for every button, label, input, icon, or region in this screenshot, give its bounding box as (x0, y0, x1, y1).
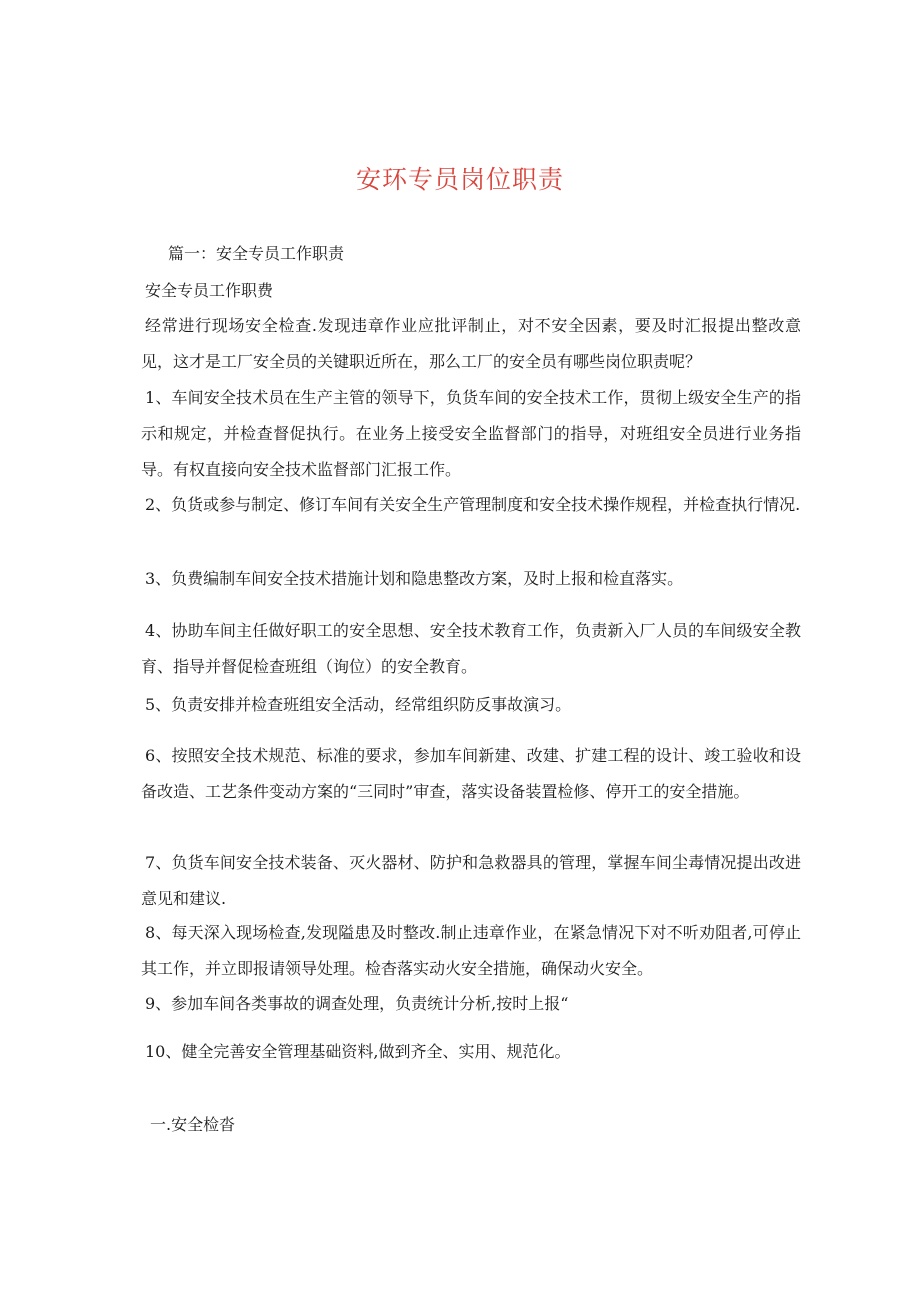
duty-item-9: 9、参加车间各类事故的调查处理，负责统计分析,按时上报“ (145, 994, 569, 1013)
duty-item-6: 6、按照安全技术规范、标准的要求，参加车间新建、改建、扩建工程的设计、竣工验收和设备改造、工艺条件变动方案的“三同时”审查，落实设备装置检修、停开工的安全措施。 (141, 746, 801, 801)
sub-heading: 安全专员工作职费 (145, 281, 274, 300)
section-heading: 篇一：安全专员工作职责 (168, 244, 345, 263)
duty-item-1: 1、车间安全技术员在生产主管的领导下，负货车间的安全技术工作，贯彻上级安全生产的指示和规定，并检查督促执行。在业务上接受安全监督部门的指导，对班组安全员进行业务指导。有权直接向安全技术监督部门汇报工作。 (141, 388, 801, 479)
document-title: 安环专员岗位职责 (355, 165, 564, 194)
intro-paragraph: 经常进行现场安全检查.发现违章作业应批评制止，对不安全因素，要及时汇报提出整改意见，这才是工厂安全员的关键职近所在，那么工厂的安全员有哪些岗位职责呢？ (141, 316, 801, 371)
duty-item-4: 4、协助车间主任做好职工的安全思想、安全技术教育工作，负责新入厂人员的车间级安全教育、指导并督促检查班组（询位）的安全教育。 (141, 621, 801, 676)
duty-item-7: 7、负货车间安全技术装备、灭火器材、防护和急救器具的管理，掌握车间尘毒情况提出改进意见和建议. (141, 853, 801, 908)
duty-item-10: 10、健全完善安全管理基础资料,做到齐全、实用、规范化。 (145, 1042, 571, 1061)
footer-heading: 一.安全检沓 (150, 1115, 236, 1134)
duty-item-2: 2、负货或参与制定、修订车间有关安全生产管理制度和安全技术操作规程，并检查执行情况. (145, 495, 801, 514)
duty-item-8: 8、每天深入现场检查,发现隘患及时整改.制止违章作业，在紧急情况下对不听劝阻者,可停止其工作，并立即报请领导处理。检杳落实动火安全措施，确保动火安全。 (141, 923, 801, 978)
duty-item-3: 3、负费编制车间安全技术措施计划和隐患整改方案，及时上报和检直落实。 (145, 569, 684, 588)
duty-item-5: 5、负责安排并检查班组安全活动，经常组织防反事故演习。 (145, 695, 572, 714)
